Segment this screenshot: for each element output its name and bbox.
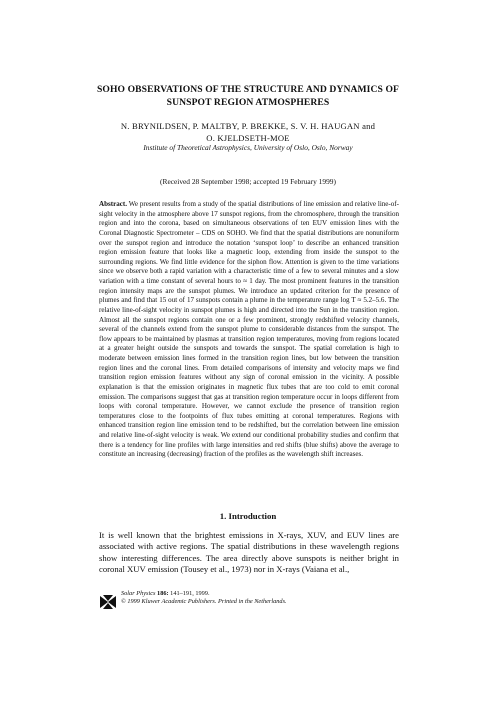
authors-line-1: N. BRYNILDSEN, P. MALTBY, P. BREKKE, S. V. H. HAUGAN and bbox=[120, 121, 376, 131]
page-footer bbox=[99, 590, 399, 614]
journal-name: Solar Physics bbox=[121, 590, 156, 597]
abstract-text: We present results from a study of the spatial distributions of line emission and relative line-of-sight velocity in the atmosphere above 17 sunspot regions, from the chromosphere, through the transition region and into the corona, based on simultaneous observations of ten EUV emission lines with the Coronal Diagnostic Spectrometer – CDS on SOHO. We find that the spatial distributions are nonuniform over the sunspot region and introduce the notation ‘sunspot loop’ to describe an enhanced transition region emission feature that looks like a magnetic loop, extending from inside the sunspot to the surrounding regions. We find little evidence for the siphon flow. Attention is given to the time variations since we observe both a rapid variation with a characteristic time of a few to several minutes and a slow variation with a time constant of several hours to ≈ 1 day. The most prominent features in the transition region intensity maps are the sunspot plumes. We introduce an updated criterion for the presence of plumes and find that 15 out of 17 sunspots contain a plume in the temperature range log T ≈ 5.2–5.6. The relative line-of-sight velocity in sunspot plumes is high and directed into the Sun in the transition region. Almost all the sunspot regions contain one or a few prominent, strongly redshifted velocity channels, several of the channels extend from the sunspot plume to considerable distances from the sunspot. The flow appears to be maintained by plasmas at transition region temperatures, moving from regions located at a greater height outside the sunspots and towards the sunspot. The spatial correlation is high to moderate between emission lines formed in the transition region lines, but low between the transition region lines and the coronal lines. From detailed comparisons of intensity and velocity maps we find transition region emission features without any sign of coronal emission in the vicinity. A possible explanation is that the emission originates in magnetic flux tubes that are too cold to emit coronal emission. The comparisons suggest that gas at transition region temperature occur in loops different from loops with coronal temperature. However, we cannot exclude the presence of transition region temperatures close to the footpoints of flux tubes emitting at coronal temperatures. Regions with enhanced transition region line emission tend to be redshifted, but the correlation between line emission and relative line-of-sight velocity is weak. We extend our conditional probability studies and confirm that there is a tendency for line profiles with large intensities and red shifts (blue shifts) above the average to constitute an increasing (decreasing) fraction of the profiles as the wavelength shift increases. bbox=[99, 200, 399, 459]
printed-line: Printed in the Netherlands. bbox=[218, 598, 287, 606]
received-dates: (Received 28 September 1998; accepted 19 February 1999) bbox=[160, 177, 336, 186]
footer-citation bbox=[121, 590, 287, 606]
journal-pages-year: 141–191, 1999. bbox=[170, 590, 210, 597]
kluwer-logo-icon bbox=[99, 594, 117, 610]
title-line-1: SOHO OBSERVATIONS OF THE STRUCTURE AND DYNAMICS OF bbox=[96, 84, 400, 95]
abstract bbox=[99, 200, 399, 460]
copyright-line: © 1999 Kluwer Academic Publishers. bbox=[121, 598, 217, 606]
section-heading: 1. Introduction bbox=[219, 511, 277, 521]
title-line-2: SUNSPOT REGION ATMOSPHERES bbox=[166, 96, 330, 108]
paper-title bbox=[70, 84, 426, 109]
journal-volume: 186: bbox=[157, 590, 169, 597]
author-list bbox=[80, 121, 416, 144]
abstract-label: Abstract. bbox=[99, 200, 127, 208]
affiliation: Institute of Theoretical Astrophysics, University of Oslo, Oslo, Norway bbox=[143, 143, 353, 152]
authors-line-2: O. KJELDSETH-MOE bbox=[206, 132, 290, 143]
introduction-text: It is well known that the brightest emissions in X-rays, XUV, and EUV lines are associated with active regions. The spatial distributions in these wavelength regions show interesting differences. The area directly above sunspots is neither bright in coronal XUV emission (Tousey et al., 1973) nor in X-rays (Vaiana et al., bbox=[99, 530, 399, 574]
